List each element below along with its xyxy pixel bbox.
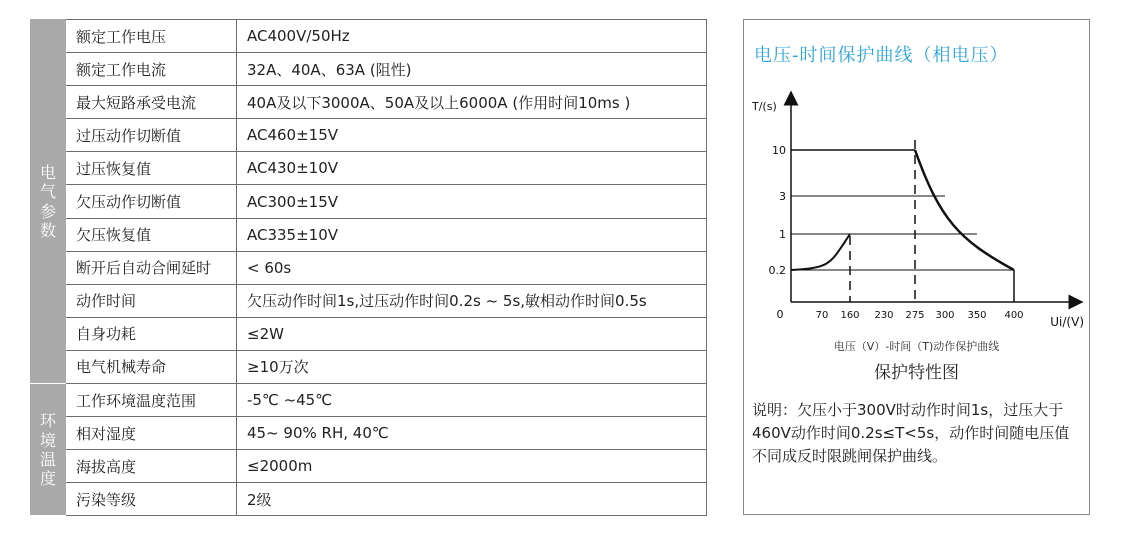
category-label: 环境温度: [40, 411, 57, 488]
y-tick-label: 1: [779, 228, 786, 241]
x-tick-label: 275: [905, 310, 925, 321]
param-value: 2级: [237, 483, 707, 516]
param-name: 额定工作电压: [66, 20, 237, 53]
x-tick-label: 160: [840, 310, 860, 321]
param-name: 最大短路承受电流: [66, 86, 237, 119]
param-name: 自身功耗: [66, 317, 237, 350]
panel-title: 电压-时间保护曲线（相电压）: [754, 45, 1009, 66]
protection-curve-chart: [744, 20, 1091, 340]
param-value: AC460±15V: [237, 119, 707, 152]
param-name: 额定工作电流: [66, 53, 237, 86]
spec-row: [31, 251, 707, 284]
param-name: 过压动作切断值: [66, 119, 237, 152]
x-tick-label: 400: [1004, 310, 1024, 321]
spec-row: [31, 317, 707, 350]
spec-row: [31, 86, 707, 119]
param-value: ≥10万次: [237, 350, 707, 383]
param-name: 相对湿度: [66, 417, 237, 450]
y-axis-label: T/(s): [752, 100, 777, 113]
spec-row: [31, 284, 707, 317]
param-value: 32A、40A、63A (阻性): [237, 53, 707, 86]
chart-caption: 电压（V）-时间（T)动作保护曲线: [833, 340, 1000, 353]
x-tick-label: 70: [815, 310, 829, 321]
spec-row: [31, 384, 707, 417]
param-name: 电气机械寿命: [66, 350, 237, 383]
spec-row: [31, 450, 707, 483]
param-value: ≤2W: [237, 317, 707, 350]
category-cell: [31, 20, 66, 384]
protection-curve-panel: [743, 19, 1090, 515]
chart-subtitle: 保护特性图: [874, 363, 959, 383]
param-value: AC335±10V: [237, 218, 707, 251]
x-axis-label: Ui/(V): [1050, 315, 1084, 329]
spec-row: [31, 119, 707, 152]
param-value: 欠压动作时间1s,过压动作时间0.2s ~ 5s,敏相动作时间0.5s: [237, 284, 707, 317]
param-name: 断开后自动合闸延时: [66, 251, 237, 284]
spec-row: [31, 185, 707, 218]
param-name: 污染等级: [66, 483, 237, 516]
param-value: -5℃ ~45℃: [237, 384, 707, 417]
x-tick-label: 300: [935, 310, 955, 321]
y-tick-label: 10: [772, 144, 786, 157]
x-tick-label: 350: [967, 310, 987, 321]
param-value: AC430±10V: [237, 152, 707, 185]
param-name: 工作环境温度范围: [66, 384, 237, 417]
param-name: 欠压动作切断值: [66, 185, 237, 218]
param-name: 动作时间: [66, 284, 237, 317]
spec-row: [31, 417, 707, 450]
y-tick-label: 3: [779, 190, 786, 203]
param-name: 海拔高度: [66, 450, 237, 483]
param-value: ≤2000m: [237, 450, 707, 483]
param-value: 40A及以下3000A、50A及以上6000A (作用时间10ms ): [237, 86, 707, 119]
param-value: AC300±15V: [237, 185, 707, 218]
spec-row: [31, 53, 707, 86]
y-tick-label: 0.2: [768, 264, 786, 277]
category-cell: [31, 384, 66, 516]
spec-row: [31, 152, 707, 185]
param-value: 45~ 90% RH, 40℃: [237, 417, 707, 450]
y-tick-label: 0: [776, 308, 784, 321]
spec-row: [31, 20, 707, 53]
category-label: 电气参数: [40, 163, 57, 240]
param-name: 欠压恢复值: [66, 218, 237, 251]
spec-row: [31, 350, 707, 383]
overvoltage-curve: [915, 150, 1014, 270]
param-value: AC400V/50Hz: [237, 20, 707, 53]
undervoltage-curve: [791, 234, 850, 270]
param-name: 过压恢复值: [66, 152, 237, 185]
spec-table: [30, 19, 707, 516]
spec-row: [31, 483, 707, 516]
param-value: < 60s: [237, 251, 707, 284]
x-tick-label: 230: [874, 310, 894, 321]
spec-row: [31, 218, 707, 251]
explanation-note: 说明：欠压小于300V时动作时间1s，过压大于460V动作时间0.2s≤T<5s，动作时间随电压值不同成反时限跳闸保护曲线。: [752, 401, 1070, 465]
